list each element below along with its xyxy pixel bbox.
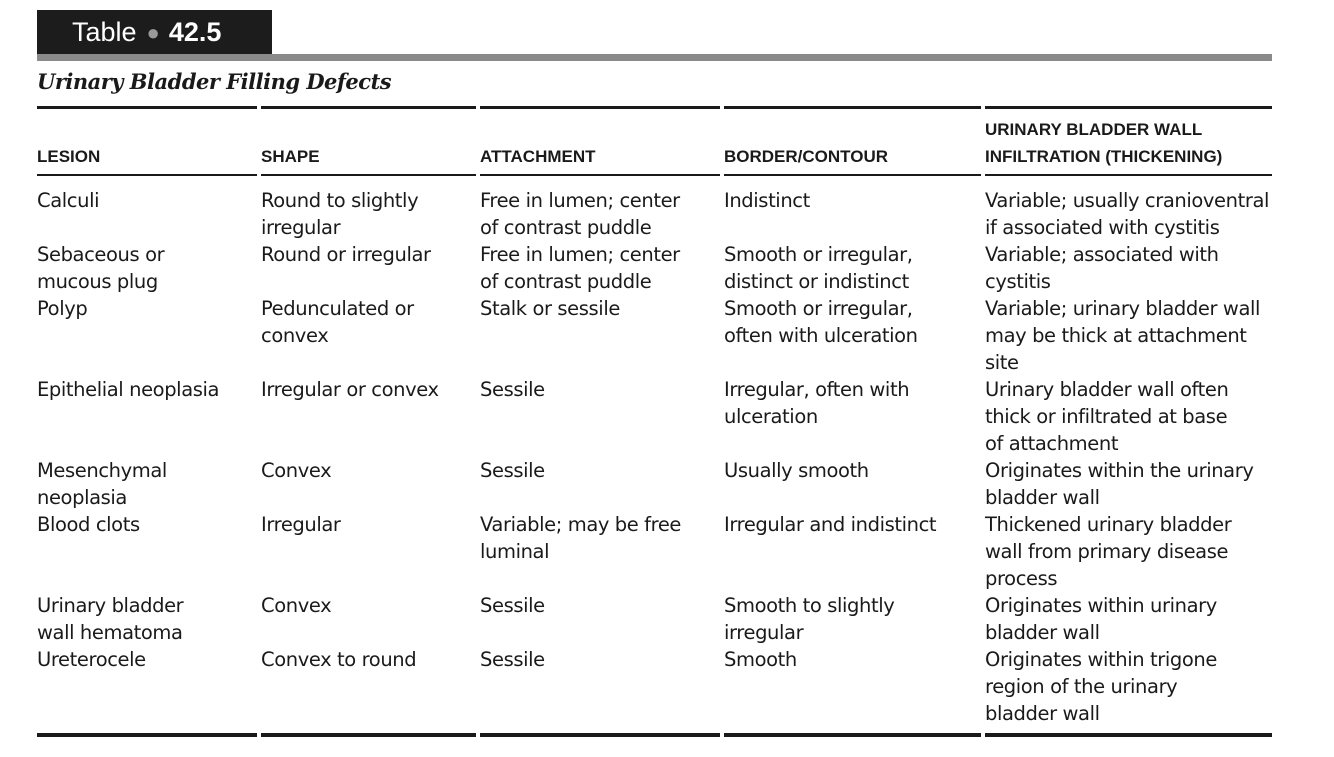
cell-shape xyxy=(261,457,331,484)
cell-wall-infiltration xyxy=(985,646,1217,727)
cell-text-line: site xyxy=(985,351,1019,374)
cell-border-contour xyxy=(724,376,909,430)
header-attachment: ATTACHMENT xyxy=(480,147,596,166)
cell-text-line: process xyxy=(985,567,1058,590)
cell-text-line: Originates within trigone xyxy=(985,648,1217,671)
cell-border-contour xyxy=(724,646,797,673)
header-border-contour: BORDER/CONTOUR xyxy=(724,147,889,166)
cell-text-line: Pedunculated or xyxy=(261,297,414,320)
table-number: 42.5 xyxy=(168,17,222,47)
cell-wall-infiltration xyxy=(985,457,1254,511)
cell-text-line: Polyp xyxy=(37,297,88,320)
cell-wall-infiltration xyxy=(985,187,1269,241)
cell-shape xyxy=(261,376,439,403)
cell-text-line: wall hematoma xyxy=(37,621,183,644)
cell-text-line: of attachment xyxy=(985,432,1119,455)
table-top-rule xyxy=(37,106,1272,109)
cell-lesion xyxy=(37,511,140,538)
cell-text-line: Irregular and indistinct xyxy=(724,513,937,536)
cell-text-line: Sessile xyxy=(480,378,545,401)
header-divider-bar xyxy=(37,54,1272,61)
cell-shape xyxy=(261,646,416,673)
cell-text-line: Blood clots xyxy=(37,513,140,536)
cell-border-contour xyxy=(724,592,894,646)
cell-attachment xyxy=(480,187,680,241)
cell-shape xyxy=(261,511,341,538)
cell-lesion xyxy=(37,295,87,322)
cell-text-line: Urinary bladder xyxy=(37,594,184,617)
cell-attachment xyxy=(480,646,545,673)
cell-text-line: Usually smooth xyxy=(724,459,869,482)
cell-text-line: irregular xyxy=(261,216,341,239)
cell-text-line: Variable; may be free xyxy=(480,513,682,536)
table-header-rule xyxy=(37,174,1272,176)
cell-text-line: Round or irregular xyxy=(261,243,431,266)
header-lesion: LESION xyxy=(37,147,101,166)
table-label: Table xyxy=(72,17,137,47)
cell-text-line: convex xyxy=(261,324,329,347)
cell-border-contour xyxy=(724,295,918,349)
cell-lesion xyxy=(37,187,99,214)
cell-lesion xyxy=(37,646,146,673)
cell-text-line: bladder wall xyxy=(985,702,1100,725)
cell-text-line: Sessile xyxy=(480,459,545,482)
cell-lesion xyxy=(37,457,167,511)
cell-text-line: Ureterocele xyxy=(37,648,146,671)
header-wall-infiltration-line1: URINARY BLADDER WALL xyxy=(985,120,1203,139)
column-gap xyxy=(476,732,480,738)
cell-text-line: Sessile xyxy=(480,594,545,617)
cell-text-line: thick or infiltrated at base xyxy=(985,405,1228,428)
bullet-icon: ● xyxy=(146,19,160,45)
cell-text-line: Stalk or sessile xyxy=(480,297,620,320)
cell-lesion xyxy=(37,592,183,646)
cell-text-line: Variable; urinary bladder wall xyxy=(985,297,1261,320)
cell-text-line: of contrast puddle xyxy=(480,270,652,293)
cell-shape xyxy=(261,187,418,241)
cell-text-line: Convex xyxy=(261,594,332,617)
cell-border-contour xyxy=(724,241,913,295)
cell-text-line: Variable; associated with xyxy=(985,243,1219,266)
table-label-tab xyxy=(37,10,272,55)
cell-text-line: Irregular xyxy=(261,513,341,536)
cell-text-line: luminal xyxy=(480,540,550,563)
header-wall-infiltration-line2: INFILTRATION (THICKENING) xyxy=(985,147,1223,166)
cell-text-line: mucous plug xyxy=(37,270,158,293)
cell-text-line: bladder wall xyxy=(985,486,1100,509)
cell-attachment xyxy=(480,376,545,403)
cell-text-line: Epithelial neoplasia xyxy=(37,378,220,401)
cell-text-line: often with ulceration xyxy=(724,324,918,347)
cell-text-line: Originates within the urinary xyxy=(985,459,1254,482)
cell-shape xyxy=(261,592,331,619)
cell-text-line: bladder wall xyxy=(985,621,1100,644)
cell-text-line: may be thick at attachment xyxy=(985,324,1247,347)
cell-wall-infiltration xyxy=(985,241,1219,295)
header-shape: SHAPE xyxy=(261,147,320,166)
cell-text-line: irregular xyxy=(724,621,804,644)
cell-text-line: ulceration xyxy=(724,405,818,428)
cell-border-contour xyxy=(724,511,936,538)
cell-shape xyxy=(261,295,414,349)
cell-text-line: Smooth xyxy=(724,648,797,671)
cell-text-line: Irregular or convex xyxy=(261,378,439,401)
cell-wall-infiltration xyxy=(985,511,1231,592)
cell-text-line: Variable; usually cranioventral xyxy=(985,189,1270,212)
cell-wall-infiltration xyxy=(985,592,1217,646)
cell-text-line: Convex xyxy=(261,459,332,482)
cell-text-line: Free in lumen; center xyxy=(480,189,680,212)
cell-text-line: Convex to round xyxy=(261,648,417,671)
cell-border-contour xyxy=(724,457,869,484)
cell-text-line: Free in lumen; center xyxy=(480,243,680,266)
column-gap xyxy=(720,732,724,738)
table-title: Urinary Bladder Filling Defects xyxy=(37,69,392,94)
cell-wall-infiltration xyxy=(985,295,1260,376)
cell-attachment xyxy=(480,457,545,484)
table-bottom-rule xyxy=(37,733,1272,737)
cell-text-line: neoplasia xyxy=(37,486,127,509)
cell-text-line: Urinary bladder wall often xyxy=(985,378,1229,401)
column-gap xyxy=(257,732,261,738)
cell-text-line: if associated with cystitis xyxy=(985,216,1220,239)
cell-lesion xyxy=(37,376,219,403)
cell-attachment xyxy=(480,511,681,565)
cell-text-line: Sessile xyxy=(480,648,545,671)
cell-text-line: wall from primary disease xyxy=(985,540,1229,563)
cell-text-line: Originates within urinary xyxy=(985,594,1217,617)
column-gap xyxy=(981,732,985,738)
cell-text-line: Smooth to slightly xyxy=(724,594,895,617)
cell-text-line: of contrast puddle xyxy=(480,216,652,239)
cell-attachment xyxy=(480,592,545,619)
cell-text-line: Calculi xyxy=(37,189,100,212)
cell-wall-infiltration xyxy=(985,376,1228,457)
cell-text-line: cystitis xyxy=(985,270,1051,293)
cell-attachment xyxy=(480,295,620,322)
cell-text-line: Round to slightly xyxy=(261,189,419,212)
cell-text-line: Thickened urinary bladder xyxy=(985,513,1232,536)
cell-text-line: Smooth or irregular, xyxy=(724,243,913,266)
cell-text-line: Smooth or irregular, xyxy=(724,297,913,320)
cell-shape xyxy=(261,241,431,268)
cell-text-line: Sebaceous or xyxy=(37,243,165,266)
cell-attachment xyxy=(480,241,680,295)
cell-text-line: Mesenchymal xyxy=(37,459,167,482)
cell-border-contour xyxy=(724,187,810,214)
cell-lesion xyxy=(37,241,164,295)
cell-text-line: Indistinct xyxy=(724,189,810,212)
cell-text-line: region of the urinary xyxy=(985,675,1178,698)
cell-text-line: distinct or indistinct xyxy=(724,270,909,293)
cell-text-line: Irregular, often with xyxy=(724,378,910,401)
